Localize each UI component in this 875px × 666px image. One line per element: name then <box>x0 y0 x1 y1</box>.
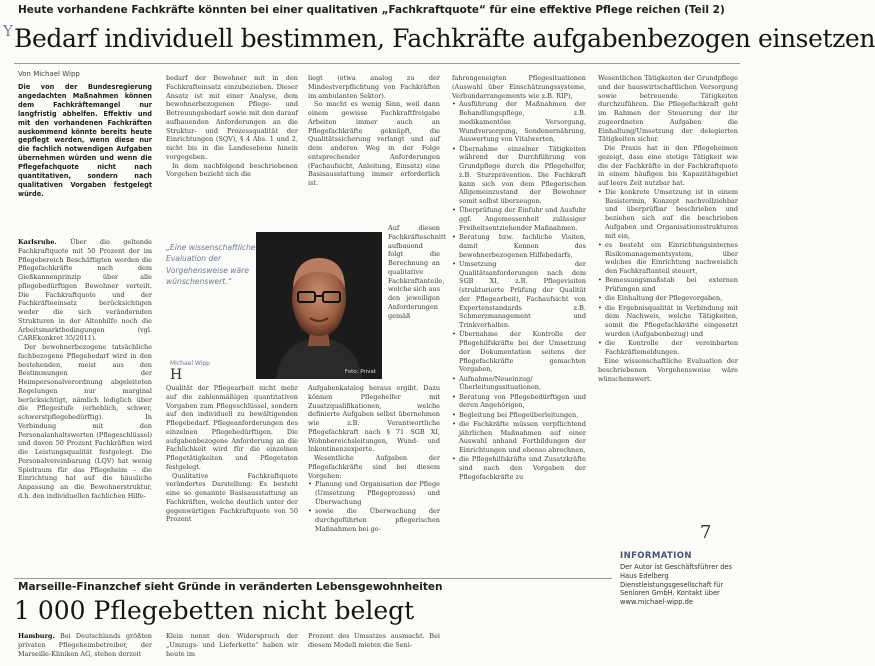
pull-quote-attribution <box>170 360 210 383</box>
list-item: • Die konkrete Umsetzung ist in einem Basistermin, Konzept nachvollziehbar und überprüfbar beschrieben und beziehen sich auf die beschrieben Aufgaben und Organisationsstrukturen mit ein, <box>598 188 738 241</box>
list-item: • die Ergebnisqualität in Verbindung mit dem Nachweis, welche Tätigkeiten, somit die Pflegefachkräfte eingesetzt wurden (Aufgabenbezug) und <box>598 304 738 339</box>
handwritten-check-mark: Y <box>3 22 13 40</box>
column-1 <box>18 238 152 578</box>
article-lead: Die von der Bundesregierung angedachten Maßnahmen können dem Fachkräftemangel nur langfristig abhelfen. Effektiv und mit den vorhandenen Fachkräften auskommend könnte bereits heute gepflegt werden, wenn diese nur die fachlich notwendigen Aufgaben übernehmen würden und wenn die Pflegefachquote nicht nach quantitativen, sondern nach qualitativen Vorgaben festgelegt würde. <box>18 83 152 198</box>
article2-dateline: Hamburg. <box>18 632 55 640</box>
list-item: • Übernahme einzelner Tätigkeiten während der Durchführung von Grundpflege durch die Pflegehelfer, z.B. Sturzprävention. Die Fachkraft kann sich von dem Pflegerischen Allgemeinzustand der Bewohner somit selbst überzeugen. <box>452 145 586 206</box>
portrait-image <box>256 232 382 379</box>
list-item: • sowie die Überwachung der durchgeführten pflegerischen Maßnahmen bei ge- <box>308 507 440 533</box>
col1-paragraph-2: Der bewohnerbezogene tatsächliche fachbezogene Pflegebedarf wird in den bestehenden, meist aus den Bestimmungen der Heimpersonalverordnung abgeleiteten Regelungen nur marginal berücksichtigt, nämlich lediglich über die Pflegestufe (erheblich, schwer, schwerstpflegebedürftig). In Verbindung mit den Personalanhaltswerten (Pflegeschlüssel) und davon 50 Prozent Fachkräften wird die Leistungsqualität festgelegt. Die Personalvereinbarung (LQV) hat wenig Spielraum für das Pflegeheim – die Einrichtung hat auf die häusliche Anpassung an die Bewohnerstruktur, d.h. den individuellen fachlichen Hilfe- <box>18 343 152 500</box>
list-item: • es besteht ein Einrichtungsinternes Risikomanagementsystem, über welches die Einrichtung nachweislich den Fachkraftanteil steuert, <box>598 241 738 276</box>
article2-headline: 1 000 Pflegebetten nicht belegt <box>14 596 415 625</box>
info-body: Der Autor ist Geschäftsführer des Haus Edelberg Dienstleistungsgesellschaft für Senioren GmbH. Kontakt über www.michael-wipp.de <box>620 563 733 607</box>
pull-quote: „Eine wissenschaftliche Evaluation der Vorgehensweise wäre wünschenswert.“ <box>166 243 256 286</box>
list-item: • Bemessungsmaßstab bei externen Prüfungen sind <box>598 276 738 294</box>
column-2-bottom <box>166 384 298 578</box>
dateline-place: Karlsruhe. <box>18 238 57 246</box>
article2-kicker: Marseille-Finanzchef sieht Gründe in veränderten Lebensgewohnheiten <box>18 581 443 593</box>
article-headline: Bedarf individuell bestimmen, Fachkräfte aufgabenbezogen einsetzen <box>14 24 875 53</box>
list-item: • Umsetzung der Qualitätsanforderungen nach dem SGB XI, z.B. Pflegevisiten (strukturierte Prüfung der Qualität der Pflegearbeit), Fachaufsicht von Expertenstandards z.B. Schmerzmanagement und Trinkverhalten. <box>452 260 586 330</box>
col5-condition-list <box>598 188 738 357</box>
col4-paragraph-1: fahrengeneigten Pflegesituationen (Auswahl über Einschätzungssysteme, Verbundarrangements wie z.B. RIP), <box>452 74 586 100</box>
info-heading: INFORMATION <box>620 551 692 561</box>
list-item: • Übernahme der Kontrolle der Pflegehilfskräfte bei der Umsetzung der Dokumentation seitens der Pflegefachkräfte gemachten Vorgaben, <box>452 330 586 374</box>
pull-quote-author: Michael Wipp <box>170 360 210 367</box>
column-5 <box>598 74 738 540</box>
list-item: • die Fachkräfte müssen verpflichtend jährlichen Maßnahmen auf einer Auswahl anhand Fortbildungen der Einrichtungen und ebenso abrechnen, <box>452 420 586 455</box>
column-4 <box>452 74 586 578</box>
col3-paragraph-4: Aufgabenkatalog heraus ergibt. Dazu können Pflegehelfer mit Zusatzqualifikationen, welche definierte Aufgaben selbst übernehmen wie z.B. Verantwortliche Pflegefachkraft nach § 71 SGB XI, Wohnbereichsleitungen, Wund- und Inkontinenzexperte. <box>308 384 440 454</box>
byline: Von Michael Wipp <box>18 70 80 78</box>
article2-col1-text: Bei Deutschlands größten privaten Pflegeheimbetreiber, der Marseille-Kliniken AG, stehen derzeit <box>18 632 152 658</box>
col5-paragraph-2: Die Praxis hat in den Pflegeheimen gezeigt, dass eine stetige Tätigkeit wie die der Fachkräfte in der Fachkraftquote in einem häufigen bis Kapazitätsgebiet auf leere Zeit nutzbar hat. <box>598 144 738 187</box>
list-item: • die Einhaltung der Pflegevorgaben, <box>598 294 738 303</box>
col1-paragraph-1: Über die geltende Fachkraftquote mit 50 Prozent der im Pflegebereich Beschäftigten werden die Pflegefachkräfte nach dem Gießkannenprinzip über alle pflegebedürftigen Bewohner verteilt. Die Fachkraftquote und der Fachkräfteeinsatz berücksichtigen weder die sich verändernden Strukturen in der Altenhilfe noch die Arbeitsmarktbedingungen (vgl. CAREkonkret 35/2011). <box>18 238 152 343</box>
author-photo <box>256 232 382 379</box>
list-item: • Planung und Organisation der Pflege (Umsetzung Pflegeprozess) und Überwachung <box>308 480 440 506</box>
col3-task-list <box>308 480 440 533</box>
photo-credit: Foto: Privat <box>344 369 376 375</box>
headline-divider <box>14 63 740 64</box>
column-2-top <box>166 74 298 219</box>
handwritten-page-number: 7 <box>700 522 712 543</box>
list-item: • Aufnahme/Neueinzug/Überleitungssituationen, <box>452 375 586 393</box>
col3-paragraph-5: Wesentliche Aufgaben der Pflegefachkräfte sind bei diesem Vorgehen: <box>308 454 440 480</box>
col3-paragraph-2: So macht es wenig Sinn, weil dann einem gewisse Fachkraftfreigabe Arbeiten immer auch an Pflegefachkräfte geknüpft, die Qualitätssicherung verlangt und auf dem anderen Weg in der Folge entsprechender Anforderungen (Fachaufsicht, Anleitung, Einsatz) eine Basisausstattung immer erforderlich ist. <box>308 100 440 187</box>
list-item: • die Pflegehilfskräfte und Zusatzkräfte sind nach den Vorgaben der Pflegefachkräfte zu <box>452 455 586 481</box>
section-divider <box>14 578 612 579</box>
col4-task-list <box>452 100 586 481</box>
list-item: • Überprüfung der Einfuhr und Ausfuhr ggf. Angemessenheit zulässiger Freiheitsentziehender Maßnahmen. <box>452 206 586 232</box>
col5-closing-paragraph: Eine wissenschaftliche Evaluation der beschriebenen Vorgehensweise wäre wünschenswert. <box>598 357 738 383</box>
col2-paragraph-1: bedarf der Bewohner mit in den Fachkrafteinsatz einzubeziehen. Dieser Ansatz ist mit einer Analyse, dem bewohnerbezogenen Pflege- und Betreuungsbedarf sowie mit den darauf aufbauenden Anforderungen an die Struktur- und Prozessqualität der Einrichtungen (SQV), § 4 Abs. 1 und 2, nicht bis in die Landesebene hinein vorgegeben. <box>166 74 298 161</box>
col2-paragraph-2: In dem nachfolgend beschriebenen Vorgehen bezieht sich die <box>166 161 298 179</box>
col3-paragraph-1: liegt (etwa analog zu der Mindestverpflichtung von Fachkräften im ambulanten Sektor). <box>308 74 440 100</box>
column-3-bottom <box>308 384 440 578</box>
list-item: • Begleitung bei Pflegeüberleitungen, <box>452 411 586 420</box>
article2-column-3: Prozent des Umsatzes ausmacht. Bei diesem Modell mieten die Seni- <box>308 632 440 649</box>
col3-paragraph-3: Auf diesen Fachkräfteschnitt aufbauend folgt die Berechnung an qualitative Fachkraftanteile, welche sich aus den jeweiligen Anforderungen gemäß <box>388 224 447 320</box>
list-item: • Ausführung der Maßnahmen der Behandlungspflege, z.B. medikamentöse Versorgung, Wundversorgung, Sondenernährung, Auswertung von Vitalwerten, <box>452 100 586 144</box>
article2-column-2: Klein nennt den Widerspruch der „Umzugs- und Lieferkette“ haben wir heute im <box>166 632 298 658</box>
handwritten-initial: H <box>170 367 183 383</box>
list-item: • Beratung von Pflegebedürftigen und deren Angehörigen, <box>452 393 586 411</box>
column-3-top <box>308 74 440 224</box>
article-kicker: Heute vorhandene Fachkräfte könnten bei einer qualitativen „Fachkraftquote“ für eine effektive Pflege reichen (Teil 2) <box>18 4 725 16</box>
list-item: • die Kontrolle der vereinbarten Fachkräftemeldungen. <box>598 339 738 357</box>
list-item: • Beratung bzw. fachliche Visiten, damit Kennen des bewohnerbezogenen Hilfebedarfs, <box>452 233 586 259</box>
col2-paragraph-3: Qualität der Pflegearbeit nicht mehr auf die zahlenmäßigen quantitativen Vorgaben zum Pflegeschlüssel, sondern auf den individuell zu bewältigenden Pflegebedarf. Pflegeanforderungen des einzelnen Pflegebedürftigen. Die aufgabenbezogene Anforderung an die Fachlichkeit wird für die einzelnen Pflegetätigkeiten und Pflegetaten festgelegt. <box>166 384 298 471</box>
col5-paragraph-1: Wesentlichen Tätigkeiten der Grundpflege und der hauswirtschaftlichen Versorgung sowie betreuende Tätigkeiten durchzuführen. Die Pflegefachkraft geht im Rahmen der Steuerung der ihr zugeordneten Aufgaben die Einhaltung/Umsetzung der delegierten Tätigkeiten sicher. <box>598 74 738 144</box>
column-3-wrap <box>388 224 447 382</box>
article2-column-1 <box>18 632 152 666</box>
col2-paragraph-4: Qualitative Fachkraftquote verändertes Darstellung: Es besteht eine so genannte Basisausstattung an Fachkräften, welche deutlich unter der gegenwärtigen Fachkraftquote von 50 Prozent <box>166 471 298 524</box>
